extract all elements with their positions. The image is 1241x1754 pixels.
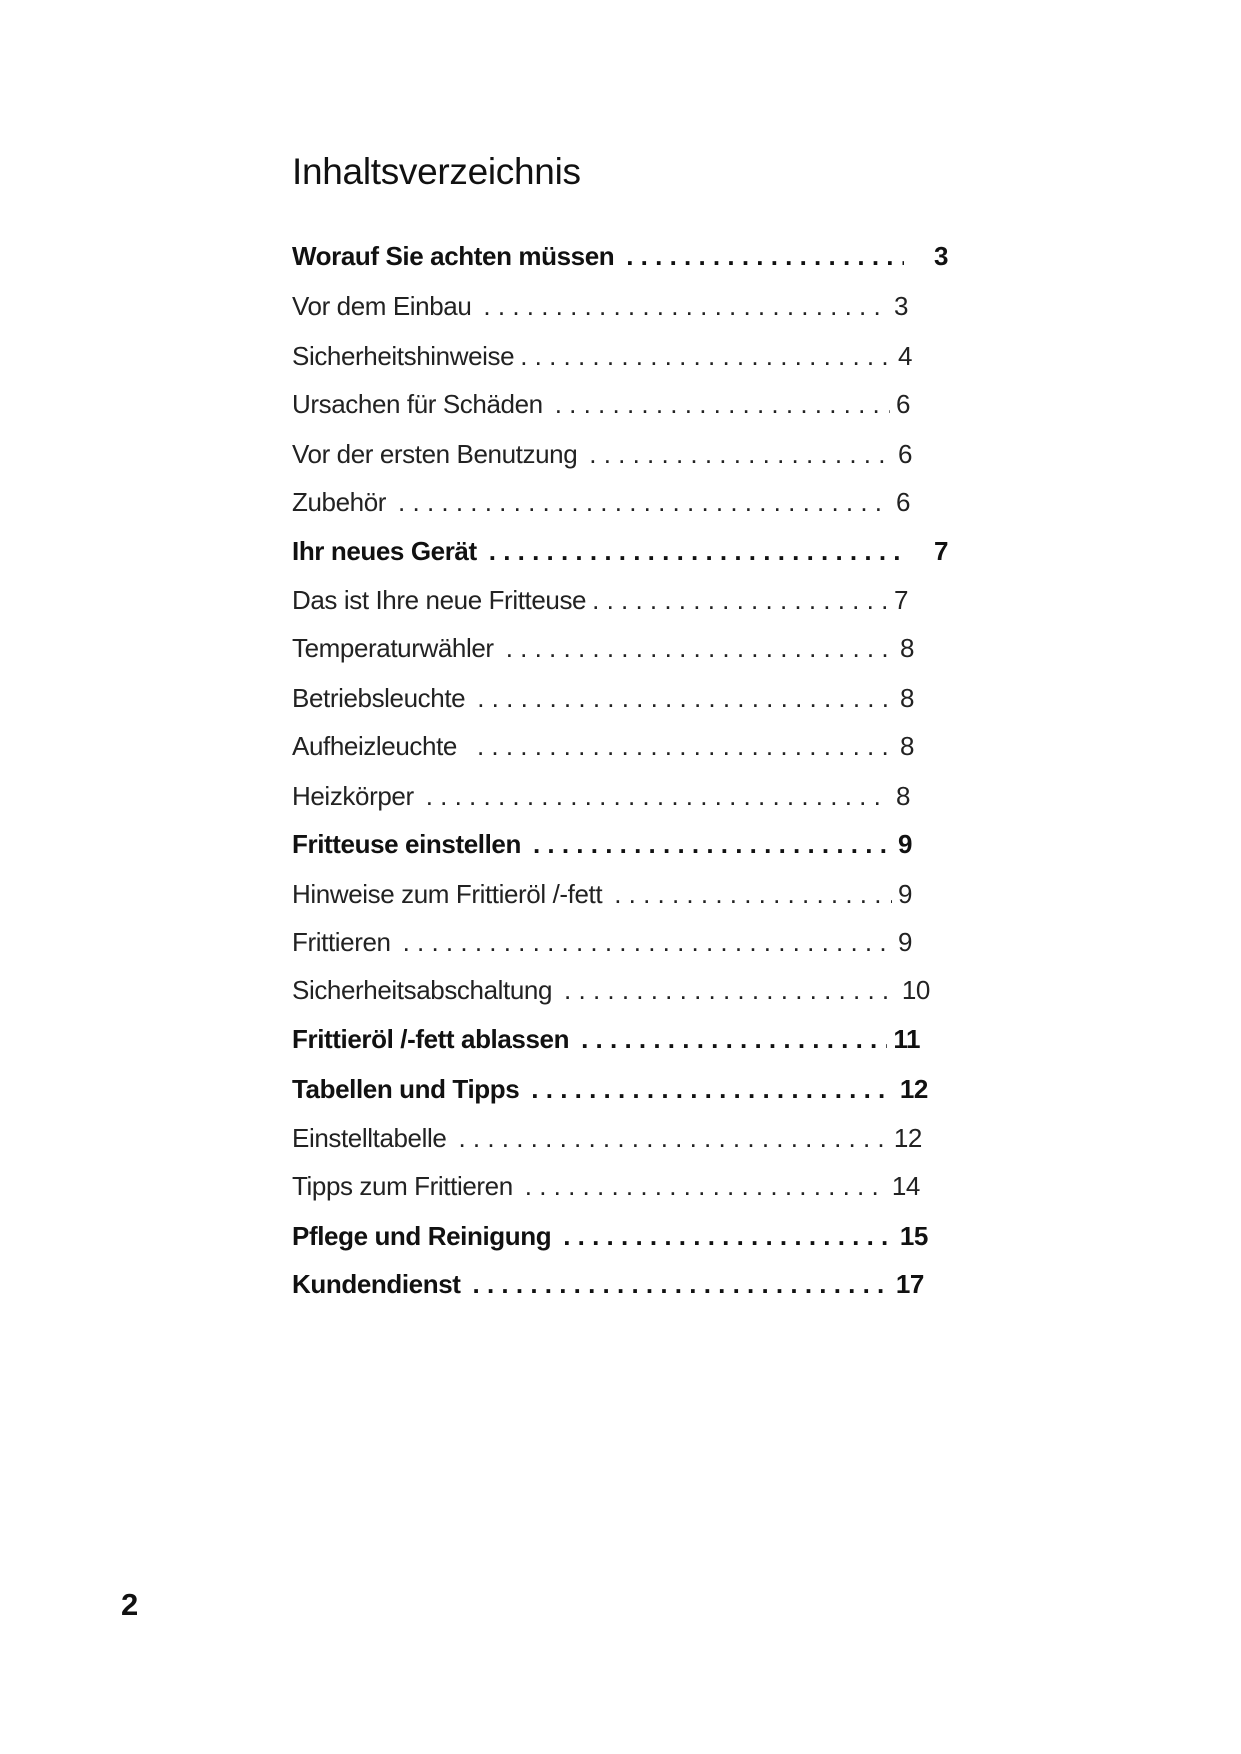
toc-leader-dots <box>473 1267 890 1301</box>
toc-leader-dots <box>525 1169 886 1203</box>
toc-entry-label: Heizkörper <box>292 781 414 811</box>
toc-entry-label: Zubehör <box>292 487 387 517</box>
toc-entry-page: 9 <box>897 879 912 909</box>
toc-leader-dots <box>614 877 892 911</box>
toc-leader-dots <box>589 437 892 471</box>
toc-entry-page: 8 <box>899 633 914 663</box>
toc-entry-vor-dem-einbau[interactable] <box>292 289 908 323</box>
toc-entry-label: Das ist Ihre neue Fritteuse <box>292 585 587 615</box>
toc-entry-page: 6 <box>897 439 912 469</box>
toc-leader-dots <box>581 1022 887 1056</box>
toc-entry-das-ist-ihre-neue-fritteuse[interactable] <box>292 583 908 617</box>
page-number: 2 <box>121 1587 139 1622</box>
toc-leader-dots <box>483 289 888 323</box>
toc-entry-pflege-und-reinigung[interactable] <box>292 1219 928 1253</box>
toc-entry-temperaturwaehler[interactable] <box>292 631 914 665</box>
toc-leader-dots <box>477 729 894 763</box>
toc-entry-label: Betriebsleuchte <box>292 683 466 713</box>
toc-entry-einstelltabelle[interactable] <box>292 1121 922 1155</box>
toc-entry-aufheizleuchte[interactable] <box>292 729 914 763</box>
toc-leader-dots <box>563 1219 894 1253</box>
toc-entry-label: Ihr neues Gerät <box>292 536 477 566</box>
toc-entry-label: Frittieren <box>292 927 391 957</box>
toc-entry-label: Vor dem Einbau <box>292 291 472 321</box>
toc-entry-page: 4 <box>897 341 912 371</box>
toc-leader-dots <box>564 973 896 1007</box>
toc-entry-page: 3 <box>933 241 948 271</box>
toc-entry-page: 12 <box>899 1074 928 1104</box>
toc-entry-label: Kundendienst <box>292 1269 461 1299</box>
toc-entry-hinweise-zum-frittieroel-fett[interactable] <box>292 877 912 911</box>
toc-leader-dots <box>555 387 890 421</box>
toc-leader-dots <box>533 827 892 861</box>
toc-entry-page: 3 <box>893 291 908 321</box>
toc-entry-page: 6 <box>895 389 910 419</box>
toc-entry-fritteuse-einstellen[interactable] <box>292 827 912 861</box>
toc-entry-label: Aufheizleuchte <box>292 731 457 761</box>
toc-entry-label: Vor der ersten Benutzung <box>292 439 578 469</box>
toc-entry-zubehoer[interactable] <box>292 485 910 519</box>
toc-entry-kundendienst[interactable] <box>292 1267 924 1301</box>
toc-entry-page: 9 <box>897 829 912 859</box>
toc-leader-dots <box>489 534 904 568</box>
toc-leader-dots <box>520 339 892 373</box>
toc-entry-label: Einstelltabelle <box>292 1123 447 1153</box>
toc-entry-page: 8 <box>899 683 914 713</box>
toc-leader-dots <box>458 1121 887 1155</box>
toc-entry-label: Temperaturwähler <box>292 633 494 663</box>
toc-leader-dots <box>403 925 892 959</box>
toc-entry-page: 7 <box>933 536 948 566</box>
toc-entry-page: 12 <box>893 1123 922 1153</box>
toc-leader-dots <box>531 1072 894 1106</box>
toc-entry-page: 17 <box>895 1269 924 1299</box>
toc-entry-ursachen-fuer-schaeden[interactable] <box>292 387 910 421</box>
toc-leader-dots <box>426 779 890 813</box>
toc-entry-page: 7 <box>893 585 908 615</box>
toc-entry-betriebsleuchte[interactable] <box>292 681 914 715</box>
toc-entry-page: 8 <box>899 731 914 761</box>
toc-entry-frittieren[interactable] <box>292 925 912 959</box>
toc-entry-label: Pflege und Reinigung <box>292 1221 552 1251</box>
toc-entry-vor-der-ersten-benutzung[interactable] <box>292 437 912 471</box>
toc-entry-label: Tabellen und Tipps <box>292 1074 520 1104</box>
toc-leader-dots <box>592 583 888 617</box>
toc-entry-label: Worauf Sie achten müssen <box>292 241 615 271</box>
toc-entry-page: 8 <box>895 781 910 811</box>
page-title: Inhaltsverzeichnis <box>292 151 581 192</box>
toc-entry-label: Hinweise zum Frittieröl /-fett <box>292 879 603 909</box>
toc-entry-label: Tipps zum Frittieren <box>292 1171 513 1201</box>
table-of-contents <box>292 0 962 1400</box>
toc-leader-dots <box>477 681 894 715</box>
toc-leader-dots <box>506 631 894 665</box>
toc-entry-page: 9 <box>897 927 912 957</box>
toc-leader-dots <box>626 239 904 273</box>
toc-entry-label: Sicherheitsabschaltung <box>292 975 553 1005</box>
toc-entry-sicherheitsabschaltung[interactable] <box>292 973 930 1007</box>
toc-entry-label: Fritteuse einstellen <box>292 829 521 859</box>
toc-entry-label: Ursachen für Schäden <box>292 389 543 419</box>
toc-entry-tipps-zum-frittieren[interactable] <box>292 1169 920 1203</box>
toc-entry-label: Frittieröl /-fett ablassen <box>292 1024 570 1054</box>
toc-entry-page: 10 <box>901 975 930 1005</box>
toc-entry-frittieroel-fett-ablassen[interactable] <box>292 1022 920 1056</box>
toc-entry-worauf-sie-achten-muessen[interactable] <box>292 239 948 273</box>
toc-entry-heizkoerper[interactable] <box>292 779 910 813</box>
toc-entry-page: 6 <box>895 487 910 517</box>
toc-entry-tabellen-und-tipps[interactable] <box>292 1072 928 1106</box>
toc-entry-page: 15 <box>899 1221 928 1251</box>
toc-entry-ihr-neues-geraet[interactable] <box>292 534 948 568</box>
toc-entry-page: 11 <box>893 1024 920 1054</box>
toc-entry-sicherheitshinweise[interactable] <box>292 339 912 373</box>
toc-entry-label: Sicherheitshinweise <box>292 341 515 371</box>
toc-entry-page: 14 <box>891 1171 920 1201</box>
toc-leader-dots <box>398 485 890 519</box>
